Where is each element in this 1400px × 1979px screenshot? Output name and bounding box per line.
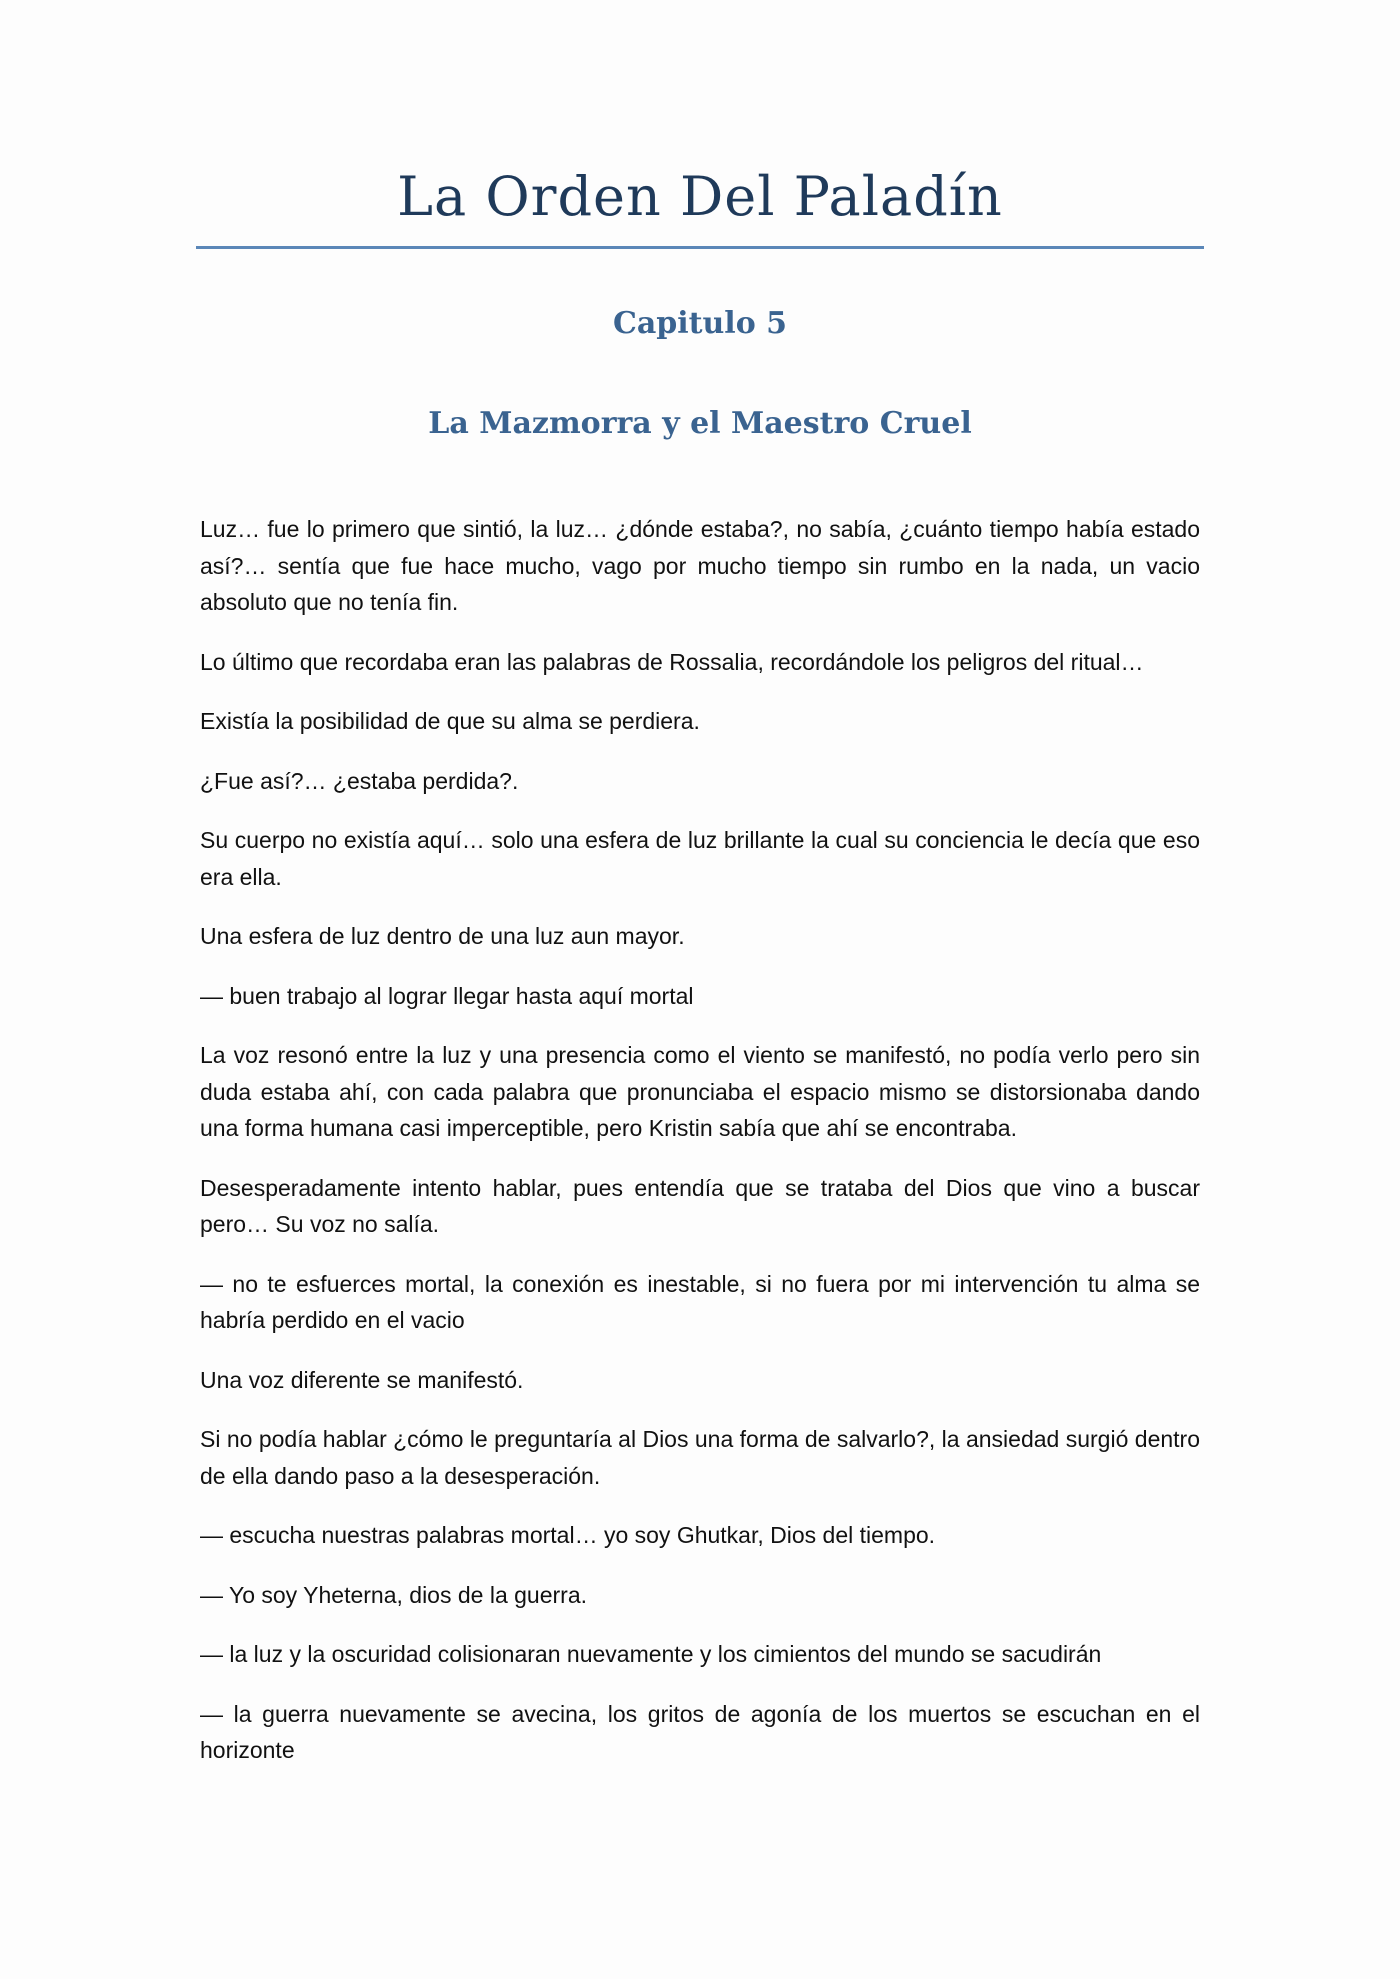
body-text (200, 511, 1200, 1792)
chapter-heading: Capitulo 5 (612, 306, 788, 341)
paragraph: Su cuerpo no existía aquí… solo una esfera de luz brillante la cual su conciencia le decía que eso era ella. (200, 827, 1200, 890)
title-underline (196, 246, 1204, 249)
document-title: La Orden Del Paladín (397, 165, 1003, 228)
paragraph: Desesperadamente intento hablar, pues entendía que se trataba del Dios que vino a buscar pero… Su voz no salía. (200, 1174, 1200, 1237)
paragraph: Una voz diferente se manifestó. (200, 1366, 524, 1393)
chapter-title: La Mazmorra y el Maestro Cruel (428, 406, 972, 441)
paragraph: Existía la posibilidad de que su alma se perdiera. (200, 708, 700, 734)
dialogue-line: — escucha nuestras palabras mortal… yo soy Ghutkar, Dios del tiempo. (200, 1522, 936, 1548)
dialogue-line: — buen trabajo al lograr llegar hasta aquí mortal (200, 982, 694, 1009)
dialogue-line: — no te esfuerces mortal, la conexión es inestable, si no fuera por mi intervención tu alma se habría perdido en el vacio (200, 1270, 1200, 1333)
dialogue-line: — Yo soy Yheterna, dios de la guerra. (200, 1581, 588, 1608)
paragraph: Una esfera de luz dentro de una luz aun mayor. (200, 923, 685, 949)
paragraph: Si no podía hablar ¿cómo le preguntaría al Dios una forma de salvarlo?, la ansiedad surgió dentro de ella dando paso a la desesperación. (200, 1426, 1200, 1489)
paragraph: Luz… fue lo primero que sintió, la luz… ¿dónde estaba?, no sabía, ¿cuánto tiempo había estado así?… sentía que fue hace mucho, vago por mucho tiempo sin rumbo en la nada, un vacio absoluto que no tenía fin. (200, 516, 1200, 615)
dialogue-line: — la guerra nuevamente se avecina, los gritos de agonía de los muertos se escuchan en el horizonte (200, 1700, 1200, 1763)
paragraph: ¿Fue así?… ¿estaba perdida?. (200, 767, 519, 794)
dialogue-line: — la luz y la oscuridad colisionaran nuevamente y los cimientos del mundo se sacudirán (200, 1641, 1102, 1667)
paragraph: Lo último que recordaba eran las palabras de Rossalia, recordándole los peligros del ritual… (200, 648, 1144, 675)
paragraph: La voz resonó entre la luz y una presencia como el viento se manifestó, no podía verlo pero sin duda estaba ahí, con cada palabra que pronunciaba el espacio mismo se distorsionaba dando una forma humana casi imperceptible, pero Kristin sabía que ahí se encontraba. (200, 1042, 1200, 1141)
